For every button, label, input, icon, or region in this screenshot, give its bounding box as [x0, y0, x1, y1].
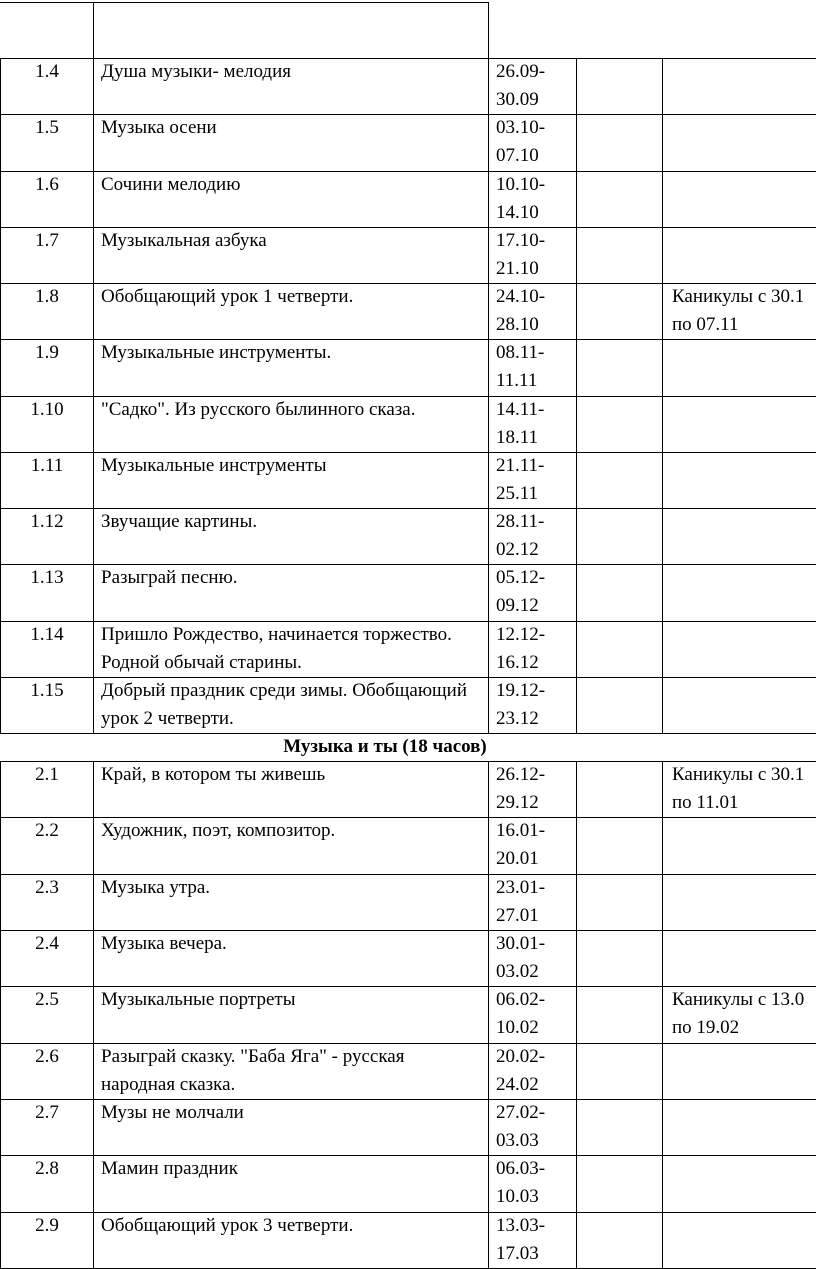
row-date-line1: 08.11-: [496, 342, 545, 364]
row-number: 2.5: [35, 989, 59, 1011]
row-note-line1: [672, 339, 816, 367]
row-number: 2.7: [35, 1101, 59, 1123]
table-row: [0, 986, 816, 1042]
row-note: [672, 1212, 816, 1268]
row-date: [496, 283, 576, 339]
row-topic: Мамин праздник: [101, 1158, 238, 1180]
row-date: [496, 508, 576, 564]
column-border: [576, 761, 577, 1268]
row-number: 1.13: [30, 567, 64, 589]
table-row: [0, 58, 816, 114]
row-note-line2: [672, 649, 816, 677]
row-note-line2: [672, 958, 816, 986]
row-note-line2: [672, 255, 816, 283]
row-note-line1: Каникулы с 13.0: [672, 989, 805, 1011]
row-date: [496, 564, 576, 620]
row-date: [496, 1212, 576, 1268]
row-topic: Музыка осени: [101, 117, 217, 139]
column-border: [93, 58, 94, 733]
row-date: [496, 930, 576, 986]
header-col-divider: [93, 2, 94, 58]
row-date-line2: 29.12: [496, 792, 539, 813]
row-note-line1: [672, 508, 816, 536]
row-note-line2: [672, 1240, 816, 1268]
table-row: [0, 1212, 816, 1268]
column-border: [662, 761, 663, 1268]
row-topic: Разыграй песню.: [101, 567, 238, 589]
row-topic: Музыка вечера.: [101, 932, 227, 954]
table-row: [0, 761, 816, 817]
row-date-line1: 06.02-: [496, 989, 546, 1011]
row-note-line1: [672, 58, 816, 86]
row-note-line1: [672, 564, 816, 592]
row-note-line1: [672, 452, 816, 480]
row-date-line1: 14.11-: [496, 398, 545, 420]
row-note-line2: [672, 480, 816, 508]
row-note-line1: [672, 874, 816, 902]
row-date-line2: 02.12: [496, 539, 539, 560]
row-date-line1: 03.10-: [496, 117, 546, 139]
row-border: [0, 621, 816, 622]
row-number: 2.4: [35, 932, 59, 954]
row-note-line2: [672, 367, 816, 395]
row-note-line2: [672, 86, 816, 114]
row-note: [672, 986, 816, 1042]
row-topic: Музыкальные инструменты.: [101, 342, 332, 364]
row-date-line1: 05.12-: [496, 567, 546, 589]
row-date: [496, 817, 576, 873]
row-number: 2.1: [35, 764, 59, 785]
table-row: [0, 621, 816, 677]
row-topic: Добрый праздник среди зимы. Обобщающий урок 2 четверти.: [101, 679, 468, 729]
row-date-line1: 16.01-: [496, 820, 546, 842]
row-number: 1.6: [35, 173, 59, 195]
row-border: [0, 1099, 816, 1100]
row-note: [672, 339, 816, 395]
row-topic: Музыкальная азбука: [101, 229, 267, 251]
row-date-line2: 24.02: [496, 1073, 539, 1095]
row-date: [496, 1043, 576, 1099]
row-border: [0, 1212, 816, 1213]
row-number: 1.10: [30, 398, 64, 420]
row-date-line2: 16.12: [496, 651, 539, 673]
row-topic: Край, в котором ты живешь: [101, 764, 326, 785]
row-note: [672, 1043, 816, 1099]
row-note-line2: [672, 592, 816, 620]
column-border: [0, 58, 1, 733]
row-note-line1: [672, 1043, 816, 1071]
table-row: [0, 171, 816, 227]
row-number: 1.5: [35, 117, 59, 139]
row-date: [496, 874, 576, 930]
row-border: [0, 761, 816, 762]
row-date-line2: 03.03: [496, 1129, 539, 1151]
row-date-line1: 23.01-: [496, 876, 546, 898]
row-border: [0, 677, 816, 678]
row-note-line1: [672, 621, 816, 649]
row-date-line2: 07.10: [496, 145, 539, 167]
row-note-line2: [672, 705, 816, 733]
row-number: 2.9: [35, 1214, 59, 1236]
row-note-line2: [672, 902, 816, 930]
row-note-line2: [672, 1183, 816, 1211]
row-note-line1: [672, 1155, 816, 1183]
row-date-line1: 13.03-: [496, 1214, 546, 1236]
row-note-line1: Каникулы с 30.1: [672, 764, 805, 785]
table-row: [0, 874, 816, 930]
table-row: [0, 677, 816, 733]
row-number: 2.6: [35, 1045, 59, 1067]
row-border: [0, 227, 816, 228]
row-note-line1: [672, 227, 816, 255]
row-border: [0, 930, 816, 931]
row-note-line2: по 19.02: [672, 1017, 740, 1039]
row-note: [672, 677, 816, 733]
row-date-line1: 26.09-: [496, 61, 546, 82]
row-date: [496, 396, 576, 452]
row-date-line2: 21.10: [496, 257, 539, 279]
row-border: [0, 1043, 816, 1044]
row-date-line1: 17.10-: [496, 229, 546, 251]
row-date-line1: 10.10-: [496, 173, 546, 195]
section-header: [0, 733, 816, 761]
row-date-line1: 28.11-: [496, 511, 545, 532]
row-note: [672, 508, 816, 564]
row-date-line2: 10.03: [496, 1186, 539, 1208]
row-topic: Художник, поэт, композитор.: [101, 820, 336, 842]
column-border: [488, 761, 489, 1268]
row-date-line1: 24.10-: [496, 286, 546, 307]
row-border: [0, 564, 816, 565]
row-date-line1: 20.02-: [496, 1045, 546, 1067]
table-row: [0, 564, 816, 620]
table-row: [0, 817, 816, 873]
row-note: [672, 564, 816, 620]
row-note-line1: [672, 114, 816, 142]
table-top-border: [0, 2, 488, 3]
row-note: [672, 817, 816, 873]
row-topic: Разыграй сказку. "Баба Яга" - русская народная сказка.: [101, 1045, 405, 1095]
row-border: [0, 114, 816, 115]
row-note-line2: [672, 1071, 816, 1099]
row-date: [496, 761, 576, 817]
row-date: [496, 1155, 576, 1211]
row-topic: Обобщающий урок 3 четверти.: [101, 1214, 354, 1236]
row-date-line2: 25.11: [496, 482, 539, 504]
row-topic: Музыка утра.: [101, 876, 211, 898]
row-note: [672, 114, 816, 170]
row-date-line2: 11.11: [496, 370, 538, 392]
row-date-line2: 18.11: [496, 426, 539, 448]
row-date-line2: 28.10: [496, 314, 539, 335]
row-note-line2: по 07.11: [672, 314, 739, 335]
row-border: [0, 874, 816, 875]
row-border: [0, 58, 816, 59]
row-date: [496, 1099, 576, 1155]
row-date-line2: 27.01: [496, 904, 539, 926]
row-date-line1: 26.12-: [496, 764, 546, 785]
row-topic: Музы не молчали: [101, 1101, 244, 1123]
row-topic: Пришло Рождество, начинается торжество. Родной обычай старины.: [101, 623, 452, 673]
row-note: [672, 171, 816, 227]
row-date-line1: 19.12-: [496, 679, 546, 701]
row-note-line1: [672, 396, 816, 424]
row-note-line1: [672, 930, 816, 958]
row-note-line2: [672, 1127, 816, 1155]
row-number: 2.8: [35, 1158, 59, 1180]
row-number: 1.4: [35, 61, 59, 82]
row-note: [672, 874, 816, 930]
row-note-line2: [672, 845, 816, 873]
row-note: [672, 1099, 816, 1155]
row-date: [496, 621, 576, 677]
column-border: [93, 761, 94, 1268]
column-border: [576, 58, 577, 733]
row-border: [0, 733, 816, 734]
row-date-line1: 27.02-: [496, 1101, 546, 1123]
row-border: [0, 283, 816, 284]
row-note-line1: Каникулы с 30.1: [672, 286, 805, 307]
row-date-line2: 17.03: [496, 1242, 539, 1264]
row-date: [496, 452, 576, 508]
column-border: [488, 58, 489, 733]
row-note-line1: [672, 677, 816, 705]
row-date: [496, 677, 576, 733]
row-topic: Музыкальные портреты: [101, 989, 296, 1011]
row-date-line1: 06.03-: [496, 1158, 546, 1180]
row-note: [672, 1155, 816, 1211]
row-number: 2.2: [35, 820, 59, 842]
row-note-line1: [672, 1099, 816, 1127]
row-note: [672, 396, 816, 452]
row-border: [0, 396, 816, 397]
row-date: [496, 58, 576, 114]
row-note-line2: по 11.01: [672, 792, 739, 813]
table-row: [0, 930, 816, 986]
row-border: [0, 1155, 816, 1156]
table-row: [0, 227, 816, 283]
row-note: [672, 930, 816, 986]
table-row: [0, 114, 816, 170]
row-note-line2: [672, 199, 816, 227]
row-date-line1: 30.01-: [496, 932, 546, 954]
row-note: [672, 452, 816, 508]
row-note: [672, 283, 816, 339]
row-note-line2: [672, 142, 816, 170]
table-row: [0, 283, 816, 339]
table-row: [0, 1099, 816, 1155]
row-date-line2: 14.10: [496, 201, 539, 223]
table-row: [0, 1155, 816, 1211]
row-number: 1.8: [35, 286, 59, 307]
row-number: 1.12: [30, 511, 64, 532]
row-number: 1.15: [30, 679, 64, 701]
header-col-divider: [488, 2, 489, 58]
row-number: 1.14: [30, 623, 64, 645]
row-note-line1: [672, 1212, 816, 1240]
row-topic: Звучащие картины.: [101, 511, 258, 532]
row-date-line2: 30.09: [496, 89, 539, 110]
table-row: [0, 452, 816, 508]
row-note: [672, 227, 816, 283]
row-note-line1: [672, 171, 816, 199]
row-date: [496, 227, 576, 283]
row-number: 1.7: [35, 229, 59, 251]
row-note-line2: [672, 536, 816, 564]
table-row: [0, 508, 816, 564]
row-topic: Обобщающий урок 1 четверти.: [101, 286, 354, 307]
row-date-line2: 20.01: [496, 848, 539, 870]
row-number: 1.9: [35, 342, 59, 364]
row-border: [0, 817, 816, 818]
row-date-line1: 21.11-: [496, 454, 545, 476]
row-border: [0, 339, 816, 340]
row-date: [496, 339, 576, 395]
row-note-line1: [672, 817, 816, 845]
row-topic: "Садко". Из русского былинного сказа.: [101, 398, 416, 420]
row-note: [672, 761, 816, 817]
row-border: [0, 986, 816, 987]
row-date: [496, 986, 576, 1042]
row-number: 1.11: [30, 454, 64, 476]
row-date-line2: 23.12: [496, 707, 539, 729]
row-date-line2: 10.02: [496, 1017, 539, 1039]
row-number: 2.3: [35, 876, 59, 898]
row-border: [0, 171, 816, 172]
row-date-line2: 09.12: [496, 595, 539, 617]
table-row: [0, 1043, 816, 1099]
row-border: [0, 452, 816, 453]
table-row: [0, 339, 816, 395]
row-note-line2: [672, 424, 816, 452]
column-border: [662, 58, 663, 733]
column-border: [0, 761, 1, 1268]
row-border: [0, 508, 816, 509]
row-note: [672, 58, 816, 114]
row-date-line2: 03.02: [496, 960, 539, 982]
row-topic: Музыкальные инструменты: [101, 454, 327, 476]
row-note: [672, 621, 816, 677]
row-topic: Сочини мелодию: [101, 173, 241, 195]
section-title: Музыка и ты (18 часов): [283, 736, 487, 757]
row-date: [496, 114, 576, 170]
row-topic: Душа музыки- мелодия: [101, 61, 292, 82]
row-date-line1: 12.12-: [496, 623, 546, 645]
table-row: [0, 396, 816, 452]
row-date: [496, 171, 576, 227]
